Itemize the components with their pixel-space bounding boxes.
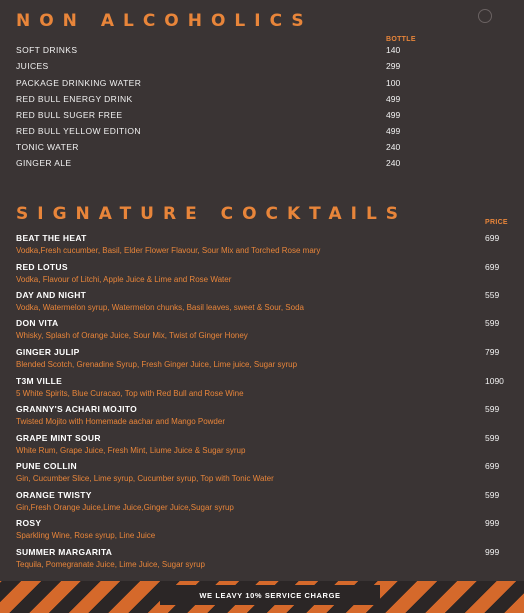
list-item-price: 140 [386,45,401,55]
list-item-price: 499 [386,126,401,136]
list-item-name: TONIC WATER [16,142,79,152]
cocktail-price: 699 [485,262,500,272]
cocktail-description: Vodka, Watermelon syrup, Watermelon chunks, Basil leaves, sweet & Sour, Soda [16,303,304,312]
cocktail-description: Twisted Mojito with Homemade aachar and Mango Powder [16,417,225,426]
bottle-column-header: BOTTLE [386,36,416,43]
cocktail-price: 699 [485,233,500,243]
non-alcoholics-title: NON ALCOHOLICS [16,11,313,31]
cocktail-name: ROSY [16,518,42,528]
cocktail-name: SUMMER MARGARITA [16,547,113,557]
list-item-name: JUICES [16,61,49,71]
list-item-price: 499 [386,94,401,104]
list-item-price: 240 [386,158,401,168]
cocktail-price: 599 [485,433,500,443]
list-item-name: RED BULL SUGER FREE [16,110,123,120]
cocktail-name: GRANNY'S ACHARI MOJITO [16,404,138,414]
cocktail-description: Tequila, Pomegranate Juice, Lime Juice, Sugar syrup [16,560,205,569]
signature-cocktails-title: SIGNATURE COCKTAILS [16,204,408,224]
list-item-name: SOFT DRINKS [16,45,78,55]
list-item-price: 100 [386,78,401,88]
cocktail-price: 599 [485,490,500,500]
cocktail-description: Vodka, Flavour of Litchi, Apple Juice & Lime and Rose Water [16,275,232,284]
footer-label-band [160,585,380,605]
list-item-price: 299 [386,61,401,71]
cocktail-name: PUNE COLLIN [16,461,77,471]
cocktail-name: DON VITA [16,318,59,328]
cocktail-description: Whisky, Splash of Orange Juice, Sour Mix, Twist of Ginger Honey [16,331,248,340]
cocktail-price: 999 [485,547,500,557]
cocktail-description: White Rum, Grape Juice, Fresh Mint, Liume Juice & Sugar syrup [16,446,246,455]
cocktail-name: T3M VILLE [16,376,63,386]
service-charge-note: WE LEAVY 10% SERVICE CHARGE [199,590,341,600]
cocktail-price: 599 [485,318,500,328]
list-item-name: GINGER ALE [16,158,72,168]
cocktail-name: BEAT THE HEAT [16,233,87,243]
cocktail-price: 799 [485,347,500,357]
cocktail-description: 5 White Spirits, Blue Curacao, Top with Red Bull and Rose Wine [16,389,244,398]
list-item-name: RED BULL YELLOW EDITION [16,126,141,136]
cocktail-name: DAY AND NIGHT [16,290,87,300]
cocktail-price: 999 [485,518,500,528]
cocktail-name: GRAPE MINT SOUR [16,433,101,443]
cocktail-name: RED LOTUS [16,262,68,272]
cocktail-description: Sparkling Wine, Rose syrup, Line Juice [16,531,156,540]
list-item-name: RED BULL ENERGY DRINK [16,94,133,104]
cocktail-price: 599 [485,404,500,414]
price-column-header: PRICE [485,219,508,226]
cocktail-description: Gin,Fresh Orange Juice,Lime Juice,Ginger Juice,Sugar syrup [16,503,234,512]
cocktail-price: 1090 [485,376,504,386]
cocktail-description: Blended Scotch, Grenadine Syrup, Fresh Ginger Juice, Lime juice, Sugar syrup [16,360,298,369]
footer-stripe-band [0,581,524,613]
cocktail-price: 699 [485,461,500,471]
cocktail-description: Gin, Cucumber Slice, Lime syrup, Cucumber syrup, Top with Tonic Water [16,474,274,483]
cocktail-name: ORANGE TWISTY [16,490,92,500]
cocktail-description: Vodka,Fresh cucumber, Basil, Elder Flower Flavour, Sour Mix and Torched Rose mary [16,246,321,255]
cocktail-price: 559 [485,290,500,300]
list-item-price: 240 [386,142,401,152]
list-item-name: PACKAGE DRINKING WATER [16,78,142,88]
cocktail-name: GINGER JULIP [16,347,80,357]
list-item-price: 499 [386,110,401,120]
circle-icon [478,9,492,23]
